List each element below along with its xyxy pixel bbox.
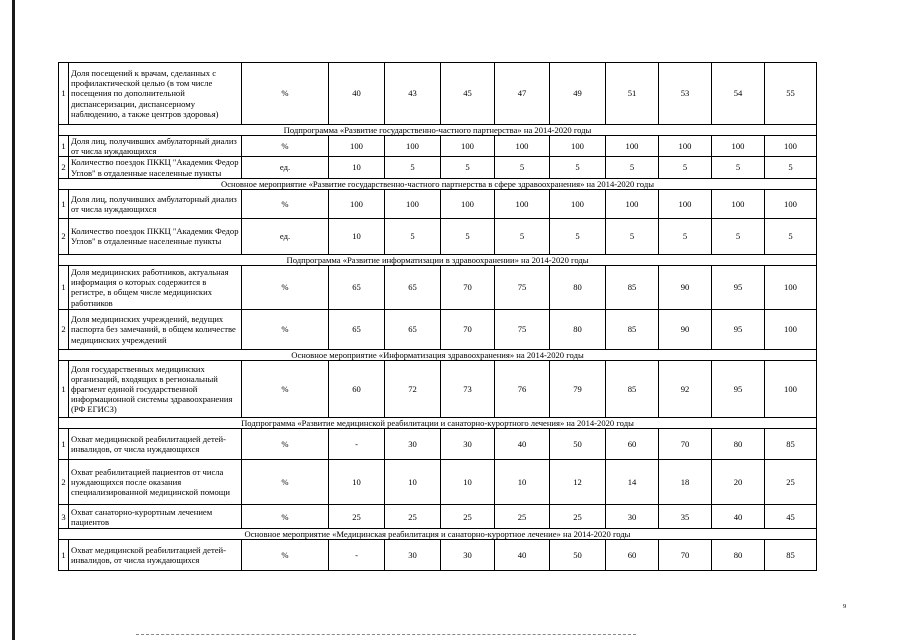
value-cell: 100 xyxy=(606,136,659,157)
section-header-row xyxy=(59,178,817,189)
value-cell: 85 xyxy=(765,429,817,460)
value-cell: 5 xyxy=(441,218,495,254)
value-cell: 5 xyxy=(606,157,659,178)
value-cell: 10 xyxy=(329,157,385,178)
table-row xyxy=(59,309,817,349)
value-cell: 35 xyxy=(659,505,712,529)
indicator-name: Количество поездок ПККЦ "Академик Федор Углов" в отдаленные населенные пункты xyxy=(69,157,242,178)
value-cell: 51 xyxy=(606,63,659,125)
row-number: 3 xyxy=(59,505,69,529)
value-cell: 100 xyxy=(659,136,712,157)
value-cell: - xyxy=(329,429,385,460)
value-cell: 5 xyxy=(385,157,441,178)
value-cell: 100 xyxy=(606,189,659,218)
value-cell: 40 xyxy=(495,540,550,571)
value-cell: 10 xyxy=(329,218,385,254)
value-cell: 10 xyxy=(441,460,495,505)
table-row xyxy=(59,265,817,309)
value-cell: 45 xyxy=(441,63,495,125)
value-cell: 100 xyxy=(765,361,817,418)
table-row xyxy=(59,63,817,125)
value-cell: 100 xyxy=(765,136,817,157)
unit: % xyxy=(242,361,329,418)
value-cell: 70 xyxy=(659,429,712,460)
row-number: 1 xyxy=(59,265,69,309)
table-row xyxy=(59,218,817,254)
value-cell: 5 xyxy=(385,218,441,254)
unit: ед. xyxy=(242,157,329,178)
value-cell: 85 xyxy=(606,265,659,309)
scan-bottom-edge xyxy=(136,634,636,635)
value-cell: 25 xyxy=(550,505,606,529)
unit: % xyxy=(242,429,329,460)
value-cell: 100 xyxy=(329,136,385,157)
value-cell: 100 xyxy=(712,189,765,218)
indicator-name: Доля лиц, получивших амбулаторный диализ от числа нуждающихся xyxy=(69,136,242,157)
value-cell: 95 xyxy=(712,361,765,418)
value-cell: 5 xyxy=(659,157,712,178)
value-cell: 10 xyxy=(385,460,441,505)
row-number: 1 xyxy=(59,136,69,157)
table-row xyxy=(59,361,817,418)
section-title: Подпрограмма «Развитие государственно-частного партнерства» на 2014-2020 годы xyxy=(59,125,817,136)
value-cell: 80 xyxy=(712,429,765,460)
unit: % xyxy=(242,460,329,505)
value-cell: 85 xyxy=(606,309,659,349)
value-cell: 80 xyxy=(550,265,606,309)
indicator-name: Количество поездок ПККЦ "Академик Федор Углов" в отдаленные населенные пункты xyxy=(69,218,242,254)
table-row xyxy=(59,460,817,505)
value-cell: 5 xyxy=(659,218,712,254)
value-cell: 75 xyxy=(495,265,550,309)
value-cell: 100 xyxy=(550,136,606,157)
value-cell: 80 xyxy=(712,540,765,571)
unit: % xyxy=(242,63,329,125)
value-cell: 70 xyxy=(659,540,712,571)
row-number: 2 xyxy=(59,460,69,505)
row-number: 1 xyxy=(59,361,69,418)
value-cell: 25 xyxy=(765,460,817,505)
section-header-row xyxy=(59,418,817,429)
value-cell: 40 xyxy=(495,429,550,460)
value-cell: 95 xyxy=(712,265,765,309)
value-cell: 30 xyxy=(441,540,495,571)
value-cell: 5 xyxy=(606,218,659,254)
indicators-table xyxy=(58,62,817,571)
page-number: 9 xyxy=(843,603,847,610)
section-header-row xyxy=(59,349,817,360)
value-cell: 55 xyxy=(765,63,817,125)
section-title: Подпрограмма «Развитие информатизации в здравоохранении» на 2014-2020 годы xyxy=(59,254,817,265)
value-cell: 100 xyxy=(659,189,712,218)
value-cell: 72 xyxy=(385,361,441,418)
table-row xyxy=(59,505,817,529)
value-cell: 100 xyxy=(712,136,765,157)
value-cell: 60 xyxy=(606,429,659,460)
value-cell: 60 xyxy=(606,540,659,571)
value-cell: 85 xyxy=(606,361,659,418)
value-cell: 10 xyxy=(329,460,385,505)
section-title: Основное мероприятие «Информатизация здравоохранения» на 2014-2020 годы xyxy=(59,349,817,360)
row-number: 1 xyxy=(59,63,69,125)
value-cell: 5 xyxy=(712,218,765,254)
indicator-name: Доля медицинских учреждений, ведущих паспорта без замечаний, в общем количестве медицинских учреждений xyxy=(69,309,242,349)
value-cell: 95 xyxy=(712,309,765,349)
table-row xyxy=(59,540,817,571)
value-cell: 10 xyxy=(495,460,550,505)
value-cell: 80 xyxy=(550,309,606,349)
value-cell: 100 xyxy=(385,136,441,157)
value-cell: 30 xyxy=(385,429,441,460)
scan-left-edge xyxy=(12,0,15,640)
value-cell: 100 xyxy=(765,265,817,309)
unit: % xyxy=(242,136,329,157)
row-number: 1 xyxy=(59,189,69,218)
section-header-row xyxy=(59,125,817,136)
value-cell: 14 xyxy=(606,460,659,505)
indicator-name: Охват реабилитацией пациентов от числа нуждающихся после оказания специализированной медицинской помощи xyxy=(69,460,242,505)
value-cell: 25 xyxy=(441,505,495,529)
value-cell: 12 xyxy=(550,460,606,505)
value-cell: 100 xyxy=(441,136,495,157)
indicator-name: Доля медицинских работников, актуальная информация о которых содержится в регистре, в общем числе медицинских работников xyxy=(69,265,242,309)
row-number: 1 xyxy=(59,429,69,460)
section-header-row xyxy=(59,529,817,540)
value-cell: 60 xyxy=(329,361,385,418)
value-cell: 100 xyxy=(385,189,441,218)
value-cell: 85 xyxy=(765,540,817,571)
table-row xyxy=(59,189,817,218)
table-row xyxy=(59,136,817,157)
value-cell: 5 xyxy=(441,157,495,178)
value-cell: 5 xyxy=(550,218,606,254)
table-row xyxy=(59,157,817,178)
value-cell: 76 xyxy=(495,361,550,418)
value-cell: 100 xyxy=(495,189,550,218)
value-cell: 45 xyxy=(765,505,817,529)
value-cell: 54 xyxy=(712,63,765,125)
unit: % xyxy=(242,265,329,309)
value-cell: 70 xyxy=(441,265,495,309)
unit: % xyxy=(242,309,329,349)
value-cell: 49 xyxy=(550,63,606,125)
value-cell: 18 xyxy=(659,460,712,505)
value-cell: 30 xyxy=(606,505,659,529)
value-cell: 20 xyxy=(712,460,765,505)
value-cell: 65 xyxy=(329,309,385,349)
section-title: Основное мероприятие «Развитие государственно-частного партнерства в сфере здравоохранения» на 2014-2020 годы xyxy=(59,178,817,189)
value-cell: 65 xyxy=(329,265,385,309)
value-cell: 5 xyxy=(765,218,817,254)
value-cell: 25 xyxy=(385,505,441,529)
value-cell: 30 xyxy=(441,429,495,460)
indicator-name: Доля лиц, получивших амбулаторный диализ от числа нуждающихся xyxy=(69,189,242,218)
value-cell: 100 xyxy=(495,136,550,157)
value-cell: 100 xyxy=(441,189,495,218)
unit: ед. xyxy=(242,218,329,254)
unit: % xyxy=(242,540,329,571)
value-cell: 53 xyxy=(659,63,712,125)
value-cell: 43 xyxy=(385,63,441,125)
value-cell: 25 xyxy=(329,505,385,529)
value-cell: 50 xyxy=(550,429,606,460)
value-cell: 50 xyxy=(550,540,606,571)
indicator-name: Охват медицинской реабилитацией детей-инвалидов, от числа нуждающихся xyxy=(69,429,242,460)
value-cell: 5 xyxy=(550,157,606,178)
value-cell: 5 xyxy=(712,157,765,178)
row-number: 2 xyxy=(59,309,69,349)
value-cell: 90 xyxy=(659,309,712,349)
row-number: 1 xyxy=(59,540,69,571)
value-cell: 92 xyxy=(659,361,712,418)
value-cell: 65 xyxy=(385,265,441,309)
indicator-name: Охват санаторно-курортным лечением пациентов xyxy=(69,505,242,529)
section-title: Основное мероприятие «Медицинская реабилитация и санаторно-курортное лечение» на 2014-2020 годы xyxy=(59,529,817,540)
value-cell: 65 xyxy=(385,309,441,349)
value-cell: 47 xyxy=(495,63,550,125)
value-cell: 5 xyxy=(765,157,817,178)
section-title: Подпрограмма «Развитие медицинской реабилитации и санаторно-курортного лечения» на 2014-2020 годы xyxy=(59,418,817,429)
indicator-name: Доля государственных медицинских организаций, входящих в региональный фрагмент единой государственной информационной системы здравоохранения (РФ ЕГИСЗ) xyxy=(69,361,242,418)
value-cell: 5 xyxy=(495,218,550,254)
section-header-row xyxy=(59,254,817,265)
value-cell: 73 xyxy=(441,361,495,418)
indicator-name: Доля посещений к врачам, сделанных с профилактической целью (в том числе посещения по дополнительной диспансеризации, диспансерному наблюдению, а также центров здоровья) xyxy=(69,63,242,125)
value-cell: 70 xyxy=(441,309,495,349)
row-number: 2 xyxy=(59,157,69,178)
row-number: 2 xyxy=(59,218,69,254)
value-cell: - xyxy=(329,540,385,571)
value-cell: 30 xyxy=(385,540,441,571)
value-cell: 79 xyxy=(550,361,606,418)
value-cell: 100 xyxy=(765,189,817,218)
value-cell: 40 xyxy=(712,505,765,529)
value-cell: 75 xyxy=(495,309,550,349)
value-cell: 5 xyxy=(495,157,550,178)
table-row xyxy=(59,429,817,460)
value-cell: 100 xyxy=(329,189,385,218)
value-cell: 100 xyxy=(765,309,817,349)
unit: % xyxy=(242,189,329,218)
value-cell: 100 xyxy=(550,189,606,218)
value-cell: 40 xyxy=(329,63,385,125)
value-cell: 90 xyxy=(659,265,712,309)
unit: % xyxy=(242,505,329,529)
indicator-name: Охват медицинской реабилитацией детей-инвалидов, от числа нуждающихся xyxy=(69,540,242,571)
value-cell: 25 xyxy=(495,505,550,529)
